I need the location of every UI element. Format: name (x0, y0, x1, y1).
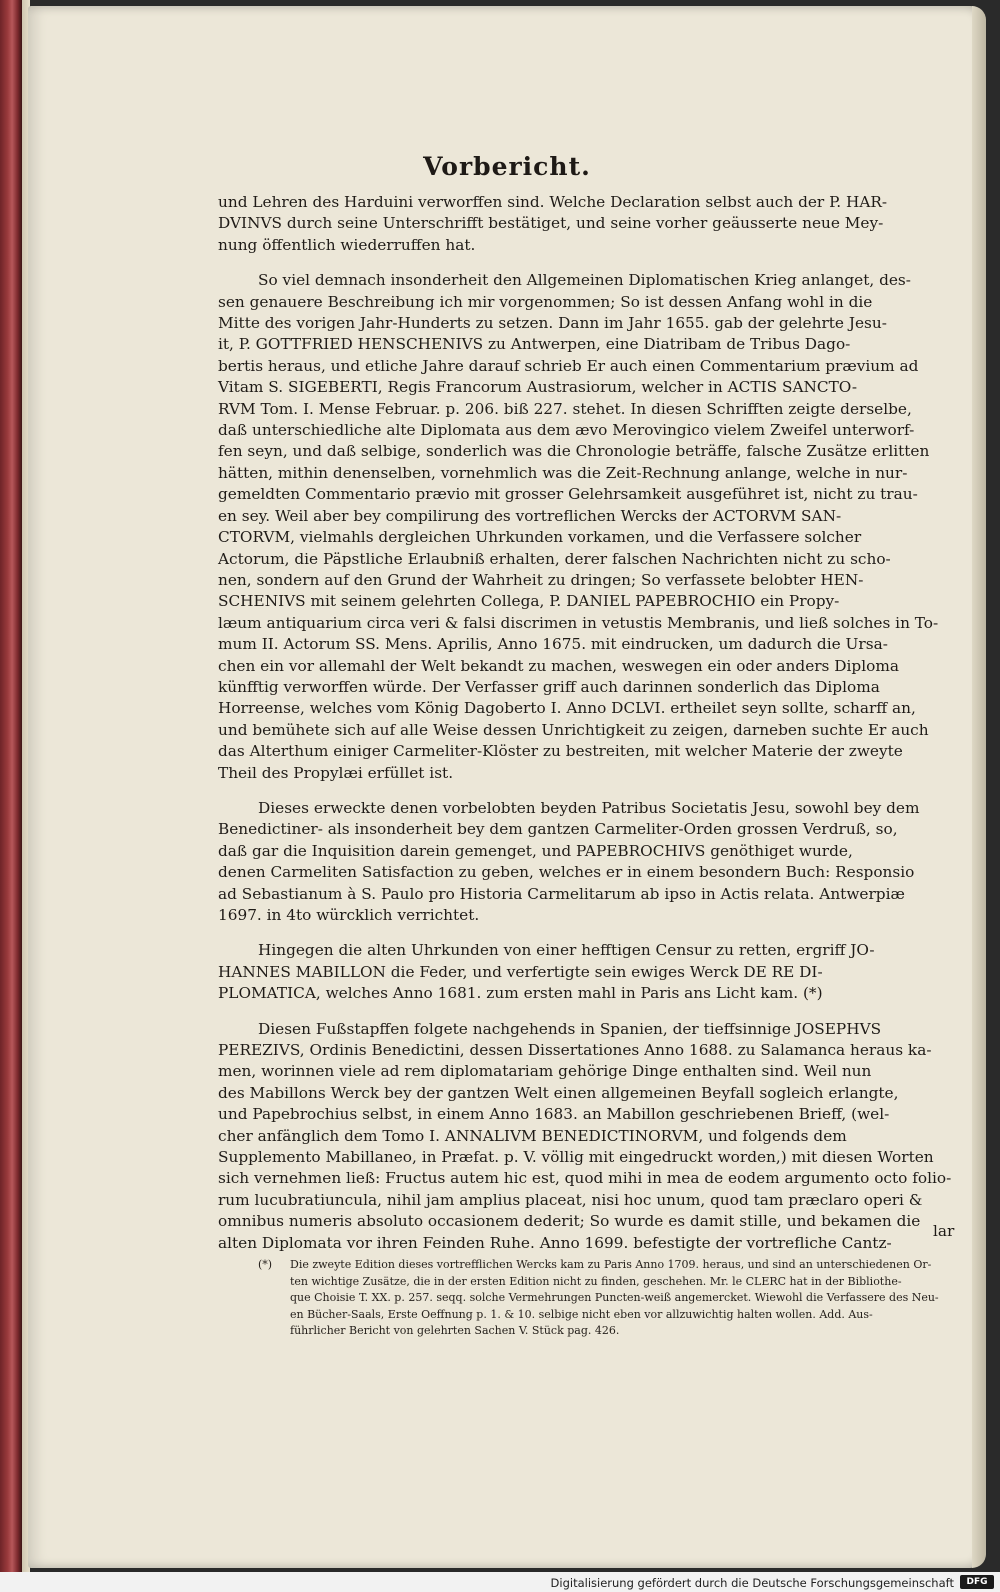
text-line: sen genauere Beschreibung ich mir vorgenommen; So ist dessen Anfang wohl in die (218, 292, 873, 311)
text-line: chen ein vor allemahl der Welt bekandt zu machen, weswegen ein oder anders Diploma (218, 656, 899, 675)
text-line: SCHENIVS mit seinem gelehrten Collega, P. DANIEL PAPEBROCHIO ein Propy- (218, 592, 840, 611)
paragraph (218, 1019, 963, 1254)
text-line: Dieses erweckte denen vorbelobten beyden Patribus Societatis Jesu, sowohl bey dem (258, 798, 920, 817)
text-line: bertis heraus, und etliche Jahre darauf schrieb Er auch einen Commentarium prævium ad (218, 356, 919, 375)
book-page (28, 6, 986, 1568)
text-line: Hingegen die alten Uhrkunden von einer hefftigen Censur zu retten, ergriff JO- (258, 941, 875, 960)
paragraph (218, 192, 963, 256)
footer-credit: Digitalisierung gefördert durch die Deutsche Forschungsgemeinschaft (550, 1576, 954, 1590)
text-line: RVM Tom. I. Mense Februar. p. 206. biß 227. stehet. In diesen Schrifften zeigte derselbe, (218, 399, 912, 418)
footnote-line: führlicher Bericht von gelehrten Sachen V. Stück pag. 426. (290, 1324, 620, 1338)
text-line: Vitam S. SIGEBERTI, Regis Francorum Austrasiorum, welcher in ACTIS SANCTO- (218, 378, 858, 397)
binding-strip (0, 0, 22, 1572)
text-line: PLOMATICA, welches Anno 1681. zum ersten mahl in Paris ans Licht kam. (*) (218, 984, 823, 1003)
text-line: hätten, mithin denenselben, vornehmlich was die Zeit-Rechnung anlange, welche in nur- (218, 463, 908, 482)
paragraph (218, 940, 963, 1004)
text-line: denen Carmeliten Satisfaction zu geben, welches er in einem besondern Buch: Responsio (218, 863, 915, 882)
text-line: læum antiquarium circa veri & falsi discrimen in vetustis Membranis, und ließ solches in To- (218, 613, 939, 632)
text-line: ad Sebastianum à S. Paulo pro Historia Carmelitarum ab ipso in Actis relata. Antwerpiæ (218, 884, 905, 903)
text-line: Actorum, die Päpstliche Erlaubniß erhalten, derer falschen Nachrichten nicht zu scho- (218, 549, 891, 568)
text-line: cher anfänglich dem Tomo I. ANNALIVM BENEDICTINORVM, und folgends dem (218, 1126, 847, 1145)
text-line: daß gar die Inquisition darein gemenget, und PAPEBROCHIVS genöthiget wurde, (218, 841, 853, 860)
text-line: it, P. GOTTFRIED HENSCHENIVS zu Antwerpen, eine Diatribam de Tribus Dago- (218, 335, 851, 354)
text-line: omnibus numeris absoluto occasionem dederit; So wurde es damit stille, und bekamen die (218, 1212, 921, 1231)
text-line: und Lehren des Harduini verworffen sind. Welche Declaration selbst auch der P. HAR- (218, 193, 888, 211)
text-line: und Papebrochius selbst, in einem Anno 1683. an Mabillon geschriebenen Brieff, (wel- (218, 1105, 890, 1124)
text-line: rum lucubratiuncula, nihil jam amplius placeat, nisi hoc unum, quod tam præclaro operi & (218, 1190, 923, 1209)
footnote-block (258, 1257, 970, 1340)
footnote-line: que Choisie T. XX. p. 257. seqq. solche Vermehrungen Puncten-weiß angemercket. Wiewohl die Verfassere des Neu- (290, 1291, 939, 1305)
text-line: Diesen Fußstapffen folgete nachgehends in Spanien, der tieffsinnige JOSEPHVS (258, 1019, 882, 1038)
footnote-line: en Bücher-Saals, Erste Oeffnung p. 1. & 10. selbige nicht eben vor allzuwichtig halten wollen. Add. Aus- (290, 1307, 873, 1321)
text-line: nung öffentlich wiederruffen hat. (218, 235, 476, 254)
text-line: und bemühete sich auf alle Weise dessen Unrichtigkeit zu zeigen, darneben suchte Er auch (218, 720, 929, 739)
text-line: CTORVM, vielmahls dergleichen Uhrkunden vorkamen, und die Verfassere solcher (218, 528, 862, 547)
text-line: HANNES MABILLON die Feder, und verfertigte sein ewiges Werck DE RE DI- (218, 962, 823, 981)
body-text (218, 192, 963, 1268)
footnote-line: ten wichtige Zusätze, die in der ersten Edition nicht zu finden, geschehen. Mr. le CLERC hat in der Bibliothe- (290, 1274, 902, 1288)
paragraph (218, 270, 963, 784)
text-line: So viel demnach insonderheit den Allgemeinen Diplomatischen Krieg anlanget, des- (258, 271, 911, 290)
text-line: DVINVS durch seine Unterschrifft bestätiget, und seine vorher geäusserte neue Mey- (218, 214, 884, 233)
text-line: das Alterthum einiger Carmeliter-Klöster zu bestreiten, mit welcher Materie der zweyte (218, 742, 903, 761)
footer-bar (0, 1572, 1000, 1592)
text-line: künfftig verworffen würde. Der Verfasser griff auch darinnen sonderlich das Diploma (218, 677, 880, 696)
text-line: Theil des Propylæi erfüllet ist. (218, 763, 454, 782)
text-line: Mitte des vorigen Jahr-Hunderts zu setzen. Dann im Jahr 1655. gab der gelehrte Jesu- (218, 314, 887, 333)
footnote-line: Die zweyte Edition dieses vortrefflichen Wercks kam zu Paris Anno 1709. heraus, und sind an unterschiedenen Or- (290, 1258, 932, 1271)
text-line: daß unterschiedliche alte Diplomata aus dem ævo Merovingico vielem Zweifel unterworf- (218, 421, 915, 440)
text-line: mum II. Actorum SS. Mens. Aprilis, Anno 1675. mit eindrucken, um dadurch die Ursa- (218, 635, 888, 654)
text-line: Horreense, welches vom König Dagoberto I. Anno DCLVI. ertheilet seyn sollte, scharff an, (218, 699, 916, 718)
page-heading: Vorbericht. (423, 152, 591, 181)
text-line: alten Diplomata vor ihren Feinden Ruhe. Anno 1699. befestigte der vortrefliche Cantz- (218, 1233, 892, 1252)
text-line: gemeldten Commentario prævio mit grosser Gelehrsamkeit ausgeführet ist, nicht zu trau- (218, 485, 918, 504)
text-line: fen seyn, und daß selbige, sonderlich was die Chronologie beträffe, falsche Zusätze erlitten (218, 442, 930, 461)
text-line: Benedictiner- als insonderheit bey dem gantzen Carmeliter-Orden grossen Verdruß, so, (218, 820, 898, 839)
text-line: des Mabillons Werck bey der gantzen Welt einen allgemeinen Beyfall sogleich erlangte, (218, 1083, 899, 1102)
text-line: 1697. in 4to würcklich verrichtet. (218, 906, 480, 924)
text-line: sich vernehmen ließ: Fructus autem hic est, quod mihi in mea de eodem argumento octo folio- (218, 1169, 952, 1188)
text-line: PEREZIVS, Ordinis Benedictini, dessen Dissertationes Anno 1688. zu Salamanca heraus ka- (218, 1041, 932, 1060)
text-line: en sey. Weil aber bey compilirung des vortreflichen Wercks der ACTORVM SAN- (218, 506, 842, 525)
text-line: nen, sondern auf den Grund der Wahrheit zu dringen; So verfassete belobter HEN- (218, 570, 864, 589)
catchword: lar (933, 1222, 955, 1240)
page-right-edge (972, 6, 986, 1568)
text-line: Supplemento Mabillaneo, in Præfat. p. V. völlig mit eingedruckt worden,) mit diesen Worten (218, 1148, 934, 1167)
footnote-marker: (*) (258, 1258, 273, 1271)
text-line: men, worinnen viele ad rem diplomatariam gehörige Dinge enthalten sind. Weil nun (218, 1062, 872, 1081)
dfg-logo: DFG (960, 1575, 994, 1589)
paragraph (218, 798, 963, 926)
